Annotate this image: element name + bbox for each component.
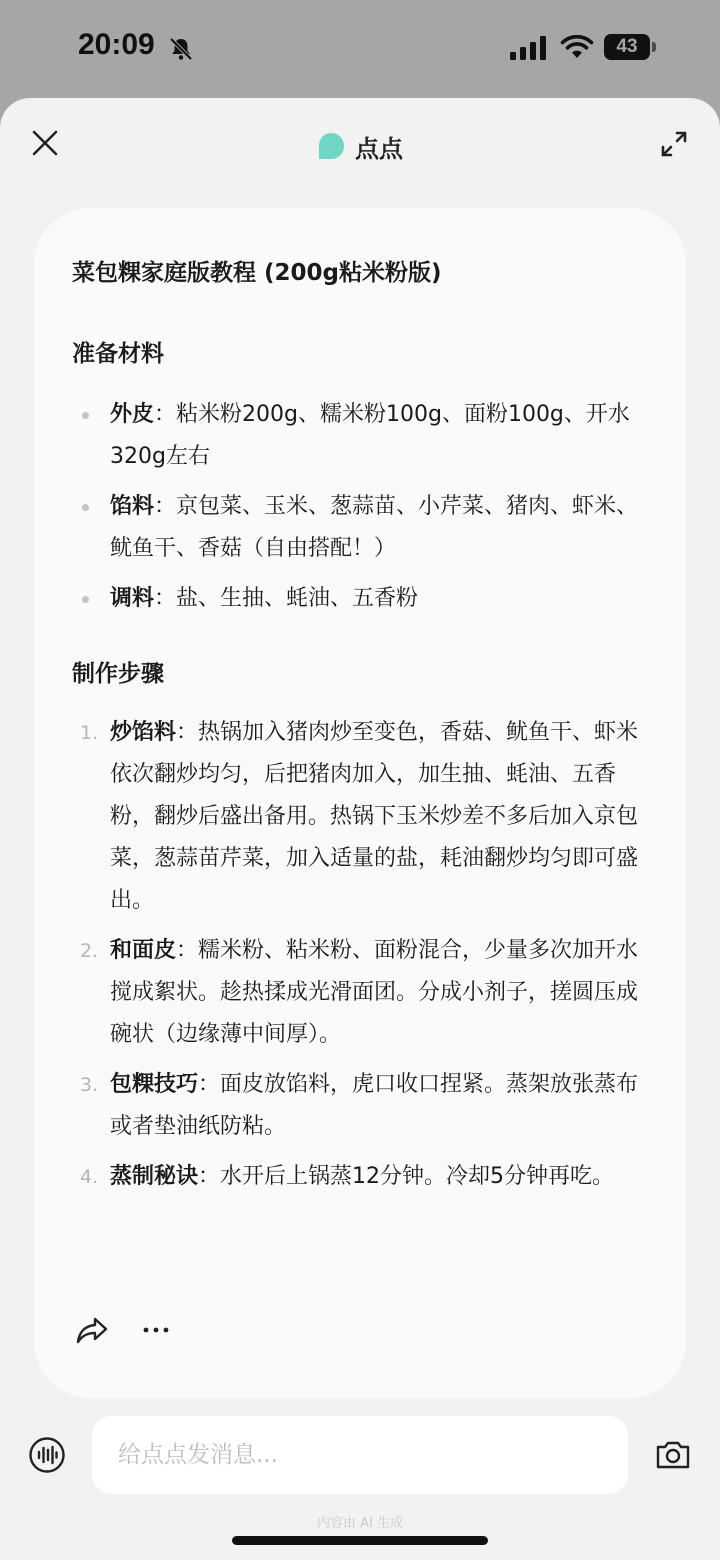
step-label: 蒸制秘诀 — [110, 1164, 199, 1189]
list-item — [72, 712, 648, 922]
list-item — [72, 1156, 648, 1198]
ingredients-heading: 准备材料 — [72, 341, 164, 367]
list-item — [72, 930, 648, 1056]
recipe-title: 菜包粿家庭版教程 (200g粘米粉版) — [72, 260, 442, 286]
app-title: 点点 — [355, 134, 403, 163]
message-input[interactable] — [92, 1416, 628, 1494]
voice-input-icon[interactable] — [28, 1436, 66, 1474]
share-icon[interactable] — [74, 1312, 110, 1348]
label-separator: ： — [176, 938, 199, 963]
step-text: 面皮放馅料，虎口收口捏紧。蒸架放张蒸布或者垫油纸防粘。 — [110, 1072, 639, 1139]
steps-heading: 制作步骤 — [72, 661, 164, 687]
composer-bar — [0, 1398, 720, 1560]
wifi-icon — [560, 34, 594, 60]
status-bar — [0, 0, 720, 98]
step-number: 2. — [80, 940, 99, 962]
status-time: 20:09 — [78, 28, 155, 61]
sheet-header — [0, 98, 720, 194]
item-label: 外皮 — [110, 402, 155, 427]
ingredients-list — [72, 394, 648, 620]
message-actions — [74, 1308, 172, 1352]
camera-icon[interactable] — [654, 1436, 692, 1474]
item-text: 京包菜、玉米、葱蒜苗、小芹菜、猪肉、虾米、鱿鱼干、香菇（自由搭配！） — [110, 494, 639, 561]
chat-sheet — [0, 98, 720, 1560]
expand-icon[interactable] — [658, 128, 690, 160]
battery-cap — [652, 42, 656, 52]
step-text: 糯米粉、粘米粉、面粉混合，少量多次加开水搅成絮状。趁热揉成光滑面团。分成小剂子，搓圆压成碗状（边缘薄中间厚）。 — [110, 938, 639, 1047]
item-label: 调料 — [110, 586, 155, 611]
list-item — [72, 1064, 648, 1148]
cellular-signal-icon — [510, 36, 548, 60]
list-item — [72, 578, 648, 620]
step-label: 包粿技巧 — [110, 1072, 199, 1097]
item-text: 粘米粉200g、糯米粉100g、面粉100g、开水320g左右 — [110, 402, 630, 469]
label-separator: ： — [154, 586, 177, 611]
step-text: 热锅加入猪肉炒至变色，香菇、鱿鱼干、虾米依次翻炒均匀，后把猪肉加入，加生抽、蚝油、五香粉，翻炒后盛出备用。热锅下玉米炒差不多后加入京包菜，葱蒜苗芹菜，加入适量的盐，耗油翻炒均匀即可盛出。 — [110, 720, 639, 913]
label-separator: ： — [198, 1072, 221, 1097]
label-separator: ： — [154, 494, 177, 519]
bell-muted-icon — [168, 36, 194, 62]
more-options-icon[interactable] — [140, 1314, 172, 1346]
steps-list — [72, 712, 648, 1198]
app-title-group — [0, 126, 720, 166]
home-indicator[interactable] — [232, 1536, 488, 1545]
app-logo-icon — [317, 132, 345, 160]
battery-indicator: 43 — [604, 34, 650, 60]
bullet-dot — [82, 596, 89, 603]
label-separator: ： — [176, 720, 199, 745]
step-label: 炒馅料 — [110, 720, 177, 745]
item-label: 馅料 — [110, 494, 155, 519]
step-number: 4. — [80, 1166, 99, 1188]
list-item — [72, 394, 648, 478]
ai-message-card — [34, 208, 686, 1398]
step-number: 1. — [80, 722, 99, 744]
list-item — [72, 486, 648, 570]
bullet-dot — [82, 412, 89, 419]
label-separator: ： — [154, 402, 177, 427]
step-label: 和面皮 — [110, 938, 177, 963]
step-text: 水开后上锅蒸12分钟。冷却5分钟再吃。 — [220, 1164, 615, 1189]
step-number: 3. — [80, 1074, 99, 1096]
bullet-dot — [82, 504, 89, 511]
label-separator: ： — [198, 1164, 221, 1189]
ai-generated-note: 内容由 AI 生成 — [317, 1516, 403, 1531]
item-text: 盐、生抽、蚝油、五香粉 — [176, 586, 419, 611]
